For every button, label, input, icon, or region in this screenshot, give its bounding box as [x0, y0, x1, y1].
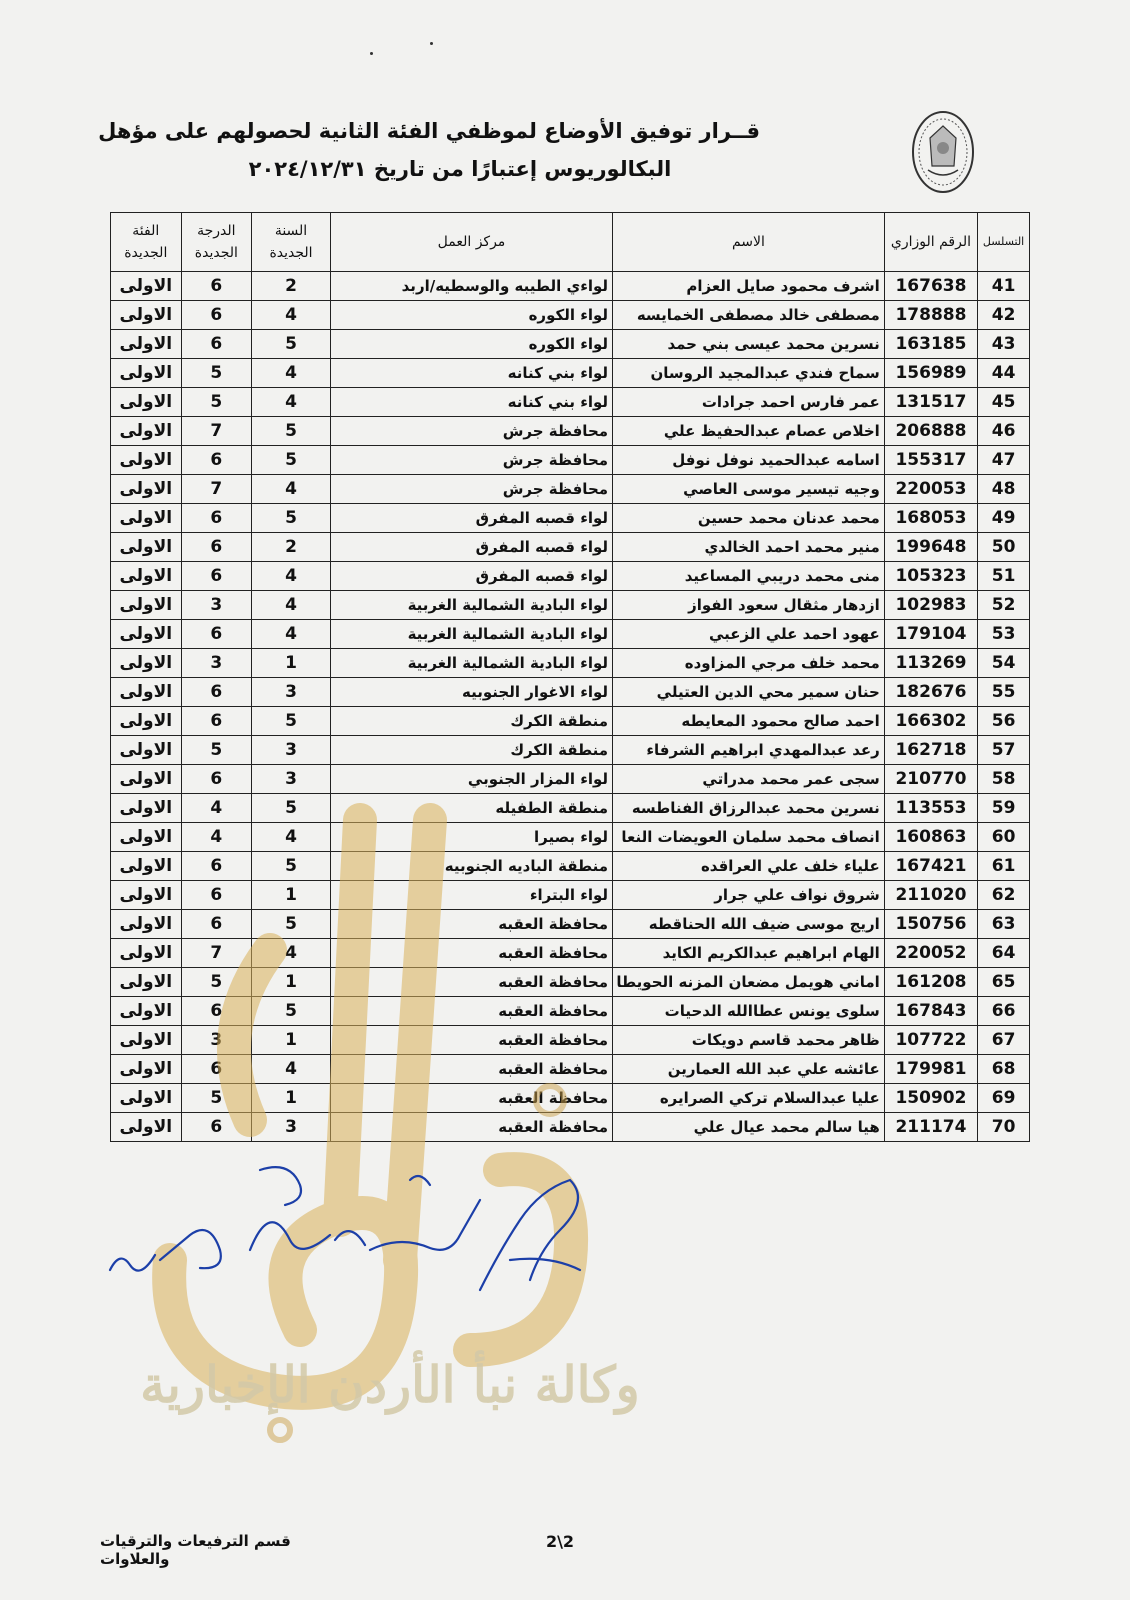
- cell-name: عليا عبدالسلام تركي الصرايره: [613, 1084, 885, 1113]
- cell-new-grade: 6: [181, 1055, 252, 1084]
- cell-seq: 63: [978, 910, 1030, 939]
- cell-new-year: 4: [252, 301, 331, 330]
- cell-ministry-no: 113269: [884, 649, 977, 678]
- cell-work-center: منطقة الطفيله: [330, 794, 612, 823]
- cell-new-category: الاولى: [111, 533, 182, 562]
- cell-new-year: 4: [252, 359, 331, 388]
- cell-new-category: الاولى: [111, 678, 182, 707]
- table-row: [111, 939, 1030, 968]
- cell-new-year: 4: [252, 620, 331, 649]
- cell-work-center: محافظة العقبه: [330, 939, 612, 968]
- cell-ministry-no: 179104: [884, 620, 977, 649]
- cell-name: منى محمد دريبي المساعيد: [613, 562, 885, 591]
- cell-seq: 44: [978, 359, 1030, 388]
- cell-work-center: لواء البادية الشمالية الغربية: [330, 620, 612, 649]
- cell-new-grade: 5: [181, 1084, 252, 1113]
- cell-name: نسرين محمد عبدالرزاق الفناطسه: [613, 794, 885, 823]
- cell-new-category: الاولى: [111, 562, 182, 591]
- cell-new-category: الاولى: [111, 794, 182, 823]
- employees-table: [110, 212, 1030, 1142]
- cell-name: اماني هويمل مضعان المزنه الحويطا: [613, 968, 885, 997]
- table-header-row: [111, 213, 1030, 272]
- cell-work-center: منطقة الباديه الجنوبيه: [330, 852, 612, 881]
- table-row: [111, 678, 1030, 707]
- cell-work-center: لواء الاغوار الجنوبيه: [330, 678, 612, 707]
- cell-ministry-no: 105323: [884, 562, 977, 591]
- cell-seq: 50: [978, 533, 1030, 562]
- cell-name: محمد عدنان محمد حسين: [613, 504, 885, 533]
- table-row: [111, 765, 1030, 794]
- table-row: [111, 446, 1030, 475]
- cell-work-center: لواء البادية الشمالية الغربية: [330, 591, 612, 620]
- cell-new-grade: 4: [181, 823, 252, 852]
- table-row: [111, 968, 1030, 997]
- table-row: [111, 910, 1030, 939]
- cell-seq: 70: [978, 1113, 1030, 1142]
- cell-seq: 42: [978, 301, 1030, 330]
- cell-ministry-no: 163185: [884, 330, 977, 359]
- table-row: [111, 475, 1030, 504]
- table-row: [111, 359, 1030, 388]
- cell-work-center: لواءي الطيبه والوسطيه/اربد: [330, 272, 612, 301]
- cell-ministry-no: 131517: [884, 388, 977, 417]
- cell-seq: 64: [978, 939, 1030, 968]
- cell-new-year: 2: [252, 272, 331, 301]
- table-body: [111, 272, 1030, 1142]
- title-line-1: قــرار توفيق الأوضاع لموظفي الفئة الثانية لحصولهم على مؤهل: [98, 119, 760, 143]
- cell-work-center: محافظة العقبه: [330, 1055, 612, 1084]
- cell-new-category: الاولى: [111, 330, 182, 359]
- cell-new-grade: 7: [181, 417, 252, 446]
- cell-ministry-no: 166302: [884, 707, 977, 736]
- title-line-2: البكالوريوس إعتبارًا من تاريخ ٢٠٢٤/١٢/٣١: [248, 157, 672, 181]
- cell-new-grade: 4: [181, 794, 252, 823]
- scan-speck: [430, 42, 433, 45]
- cell-work-center: منطقة الكرك: [330, 736, 612, 765]
- cell-ministry-no: 107722: [884, 1026, 977, 1055]
- table-row: [111, 272, 1030, 301]
- cell-seq: 51: [978, 562, 1030, 591]
- cell-new-category: الاولى: [111, 939, 182, 968]
- cell-new-grade: 6: [181, 533, 252, 562]
- cell-new-year: 5: [252, 446, 331, 475]
- cell-work-center: لواء بني كنانه: [330, 388, 612, 417]
- cell-ministry-no: 167638: [884, 272, 977, 301]
- cell-name: سجى عمر محمد مدراتي: [613, 765, 885, 794]
- cell-seq: 68: [978, 1055, 1030, 1084]
- table-row: [111, 620, 1030, 649]
- table-row: [111, 794, 1030, 823]
- cell-work-center: لواء المزار الجنوبي: [330, 765, 612, 794]
- cell-new-grade: 6: [181, 272, 252, 301]
- scan-speck: [370, 52, 373, 55]
- cell-ministry-no: 211020: [884, 881, 977, 910]
- cell-ministry-no: 113553: [884, 794, 977, 823]
- cell-seq: 41: [978, 272, 1030, 301]
- cell-new-grade: 6: [181, 330, 252, 359]
- cell-new-grade: 6: [181, 562, 252, 591]
- cell-name: احمد صالح محمود المعايطه: [613, 707, 885, 736]
- cell-work-center: محافظة العقبه: [330, 1084, 612, 1113]
- cell-new-category: الاولى: [111, 504, 182, 533]
- cell-new-grade: 6: [181, 997, 252, 1026]
- cell-seq: 58: [978, 765, 1030, 794]
- cell-ministry-no: 220052: [884, 939, 977, 968]
- cell-ministry-no: 168053: [884, 504, 977, 533]
- table-row: [111, 1113, 1030, 1142]
- cell-name: اخلاص عصام عبدالحفيظ علي: [613, 417, 885, 446]
- cell-work-center: محافظة جرش: [330, 417, 612, 446]
- cell-name: رعد عبدالمهدي ابراهيم الشرفاء: [613, 736, 885, 765]
- cell-ministry-no: 160863: [884, 823, 977, 852]
- cell-seq: 69: [978, 1084, 1030, 1113]
- cell-seq: 52: [978, 591, 1030, 620]
- cell-name: عمر فارس احمد جرادات: [613, 388, 885, 417]
- cell-seq: 60: [978, 823, 1030, 852]
- cell-seq: 67: [978, 1026, 1030, 1055]
- cell-new-year: 5: [252, 707, 331, 736]
- cell-new-year: 4: [252, 475, 331, 504]
- cell-new-category: الاولى: [111, 707, 182, 736]
- cell-new-grade: 6: [181, 881, 252, 910]
- cell-ministry-no: 211174: [884, 1113, 977, 1142]
- table-row: [111, 852, 1030, 881]
- cell-name: نسرين محمد عيسى بني حمد: [613, 330, 885, 359]
- cell-ministry-no: 182676: [884, 678, 977, 707]
- cell-seq: 53: [978, 620, 1030, 649]
- cell-new-category: الاولى: [111, 852, 182, 881]
- jordan-coat-of-arms-icon: [910, 108, 976, 196]
- cell-new-category: الاولى: [111, 736, 182, 765]
- table-row: [111, 881, 1030, 910]
- cell-ministry-no: 162718: [884, 736, 977, 765]
- cell-new-category: الاولى: [111, 446, 182, 475]
- cell-ministry-no: 220053: [884, 475, 977, 504]
- cell-new-grade: 7: [181, 475, 252, 504]
- cell-seq: 65: [978, 968, 1030, 997]
- header-new-year: السنة الجديدة: [252, 213, 331, 272]
- cell-new-grade: 5: [181, 968, 252, 997]
- cell-new-category: الاولى: [111, 591, 182, 620]
- cell-new-year: 5: [252, 417, 331, 446]
- cell-new-year: 4: [252, 591, 331, 620]
- cell-seq: 61: [978, 852, 1030, 881]
- table-row: [111, 649, 1030, 678]
- cell-new-year: 1: [252, 1084, 331, 1113]
- cell-new-category: الاولى: [111, 620, 182, 649]
- header-name: الاسم: [613, 213, 885, 272]
- cell-name: سماح فندي عبدالمجيد الروسان: [613, 359, 885, 388]
- cell-new-category: الاولى: [111, 1113, 182, 1142]
- cell-new-category: الاولى: [111, 475, 182, 504]
- cell-work-center: محافظة العقبه: [330, 910, 612, 939]
- cell-new-grade: 6: [181, 620, 252, 649]
- cell-new-grade: 6: [181, 301, 252, 330]
- document-title: [98, 112, 760, 188]
- cell-new-grade: 5: [181, 388, 252, 417]
- cell-work-center: لواء بصيرا: [330, 823, 612, 852]
- header-new-category: الفئة الجديدة: [111, 213, 182, 272]
- cell-name: علياء خلف علي العراقده: [613, 852, 885, 881]
- cell-seq: 54: [978, 649, 1030, 678]
- cell-new-year: 5: [252, 852, 331, 881]
- table-row: [111, 707, 1030, 736]
- cell-seq: 48: [978, 475, 1030, 504]
- cell-new-grade: 5: [181, 736, 252, 765]
- cell-new-year: 4: [252, 823, 331, 852]
- cell-seq: 62: [978, 881, 1030, 910]
- cell-name: ظاهر محمد قاسم دويكات: [613, 1026, 885, 1055]
- cell-seq: 49: [978, 504, 1030, 533]
- cell-new-category: الاولى: [111, 1026, 182, 1055]
- cell-name: اريج موسى ضيف الله الحناقطه: [613, 910, 885, 939]
- cell-ministry-no: 102983: [884, 591, 977, 620]
- table-row: [111, 736, 1030, 765]
- cell-new-year: 1: [252, 968, 331, 997]
- cell-ministry-no: 199648: [884, 533, 977, 562]
- cell-ministry-no: 167843: [884, 997, 977, 1026]
- cell-ministry-no: 150756: [884, 910, 977, 939]
- cell-work-center: لواء الكوره: [330, 301, 612, 330]
- cell-new-category: الاولى: [111, 1084, 182, 1113]
- cell-new-grade: 6: [181, 678, 252, 707]
- cell-ministry-no: 210770: [884, 765, 977, 794]
- cell-new-category: الاولى: [111, 997, 182, 1026]
- cell-name: وجيه تيسير موسى العاصي: [613, 475, 885, 504]
- cell-new-grade: 7: [181, 939, 252, 968]
- cell-seq: 66: [978, 997, 1030, 1026]
- cell-name: حنان سمير محي الدين العتيلي: [613, 678, 885, 707]
- cell-name: عائشه علي عبد الله العمارين: [613, 1055, 885, 1084]
- cell-new-category: الاولى: [111, 359, 182, 388]
- cell-work-center: لواء الكوره: [330, 330, 612, 359]
- table-row: [111, 1026, 1030, 1055]
- cell-new-grade: 6: [181, 446, 252, 475]
- cell-new-grade: 5: [181, 359, 252, 388]
- cell-new-category: الاولى: [111, 301, 182, 330]
- cell-new-grade: 6: [181, 1113, 252, 1142]
- table-row: [111, 1084, 1030, 1113]
- table-row: [111, 417, 1030, 446]
- cell-work-center: لواء بني كنانه: [330, 359, 612, 388]
- cell-new-year: 5: [252, 504, 331, 533]
- cell-name: مصطفى خالد مصطفى الخمايسه: [613, 301, 885, 330]
- official-signatures: [100, 1140, 660, 1320]
- header-new-grade: الدرجة الجديدة: [181, 213, 252, 272]
- cell-seq: 47: [978, 446, 1030, 475]
- cell-ministry-no: 206888: [884, 417, 977, 446]
- cell-new-category: الاولى: [111, 417, 182, 446]
- cell-ministry-no: 178888: [884, 301, 977, 330]
- cell-work-center: محافظة العقبه: [330, 997, 612, 1026]
- cell-new-year: 5: [252, 997, 331, 1026]
- cell-new-category: الاولى: [111, 823, 182, 852]
- cell-new-year: 5: [252, 330, 331, 359]
- cell-seq: 56: [978, 707, 1030, 736]
- cell-new-grade: 3: [181, 591, 252, 620]
- cell-new-grade: 3: [181, 1026, 252, 1055]
- cell-new-year: 3: [252, 678, 331, 707]
- cell-ministry-no: 156989: [884, 359, 977, 388]
- cell-seq: 46: [978, 417, 1030, 446]
- table-row: [111, 504, 1030, 533]
- cell-new-category: الاولى: [111, 1055, 182, 1084]
- cell-name: منير محمد احمد الخالدي: [613, 533, 885, 562]
- cell-name: محمد خلف مرجي المزاوده: [613, 649, 885, 678]
- cell-new-year: 5: [252, 794, 331, 823]
- cell-ministry-no: 167421: [884, 852, 977, 881]
- table-row: [111, 330, 1030, 359]
- cell-name: ازدهار مثقال سعود الفواز: [613, 591, 885, 620]
- cell-new-year: 5: [252, 910, 331, 939]
- table-row: [111, 388, 1030, 417]
- cell-new-year: 3: [252, 1113, 331, 1142]
- page-number: 2\2: [545, 1532, 575, 1551]
- header-seq: التسلسل: [978, 213, 1030, 272]
- watermark-agency-name: وكالة نبأ الأردن الإخبارية: [140, 1355, 640, 1414]
- header-work-center: مركز العمل: [330, 213, 612, 272]
- cell-new-year: 1: [252, 881, 331, 910]
- cell-work-center: محافظة جرش: [330, 475, 612, 504]
- cell-work-center: محافظة العقبه: [330, 1113, 612, 1142]
- cell-work-center: منطقة الكرك: [330, 707, 612, 736]
- cell-name: عهود احمد علي الزعبي: [613, 620, 885, 649]
- table-row: [111, 301, 1030, 330]
- table-row: [111, 823, 1030, 852]
- department-footer: قسم الترفيعات والترقيات والعلاوات: [100, 1532, 291, 1568]
- cell-new-category: الاولى: [111, 910, 182, 939]
- cell-new-year: 3: [252, 765, 331, 794]
- cell-name: الهام ابراهيم عبدالكريم الكايد: [613, 939, 885, 968]
- cell-work-center: لواء قصبه المفرق: [330, 533, 612, 562]
- cell-work-center: محافظة جرش: [330, 446, 612, 475]
- header-ministry-no: الرقم الوزاري: [884, 213, 977, 272]
- cell-new-grade: 6: [181, 910, 252, 939]
- cell-seq: 55: [978, 678, 1030, 707]
- cell-seq: 59: [978, 794, 1030, 823]
- cell-name: انصاف محمد سلمان العويضات النعا: [613, 823, 885, 852]
- cell-seq: 45: [978, 388, 1030, 417]
- cell-name: شروق نواف علي جرار: [613, 881, 885, 910]
- cell-new-year: 2: [252, 533, 331, 562]
- cell-name: سلوى يونس عطاالله الدحيات: [613, 997, 885, 1026]
- cell-new-year: 1: [252, 1026, 331, 1055]
- cell-new-category: الاولى: [111, 968, 182, 997]
- cell-work-center: لواء البادية الشمالية الغربية: [330, 649, 612, 678]
- cell-new-grade: 3: [181, 649, 252, 678]
- cell-work-center: لواء قصبه المفرق: [330, 504, 612, 533]
- table-row: [111, 533, 1030, 562]
- cell-new-grade: 6: [181, 504, 252, 533]
- cell-work-center: لواء قصبه المفرق: [330, 562, 612, 591]
- table-row: [111, 997, 1030, 1026]
- cell-ministry-no: 179981: [884, 1055, 977, 1084]
- cell-new-year: 4: [252, 1055, 331, 1084]
- cell-new-year: 4: [252, 388, 331, 417]
- cell-ministry-no: 150902: [884, 1084, 977, 1113]
- table-row: [111, 591, 1030, 620]
- cell-ministry-no: 155317: [884, 446, 977, 475]
- cell-seq: 43: [978, 330, 1030, 359]
- table-row: [111, 562, 1030, 591]
- cell-name: اشرف محمود صايل العزام: [613, 272, 885, 301]
- table-row: [111, 1055, 1030, 1084]
- cell-new-year: 1: [252, 649, 331, 678]
- cell-new-year: 4: [252, 562, 331, 591]
- cell-new-year: 4: [252, 939, 331, 968]
- cell-new-category: الاولى: [111, 881, 182, 910]
- cell-new-grade: 6: [181, 707, 252, 736]
- cell-name: هيا سالم محمد عيال علي: [613, 1113, 885, 1142]
- cell-new-category: الاولى: [111, 388, 182, 417]
- cell-new-year: 3: [252, 736, 331, 765]
- cell-name: اسامه عبدالحميد نوفل نوفل: [613, 446, 885, 475]
- cell-work-center: محافظة العقبه: [330, 968, 612, 997]
- cell-new-category: الاولى: [111, 765, 182, 794]
- cell-new-grade: 6: [181, 765, 252, 794]
- cell-seq: 57: [978, 736, 1030, 765]
- cell-ministry-no: 161208: [884, 968, 977, 997]
- cell-new-category: الاولى: [111, 649, 182, 678]
- cell-work-center: لواء البتراء: [330, 881, 612, 910]
- cell-new-category: الاولى: [111, 272, 182, 301]
- cell-new-grade: 6: [181, 852, 252, 881]
- cell-work-center: محافظة العقبه: [330, 1026, 612, 1055]
